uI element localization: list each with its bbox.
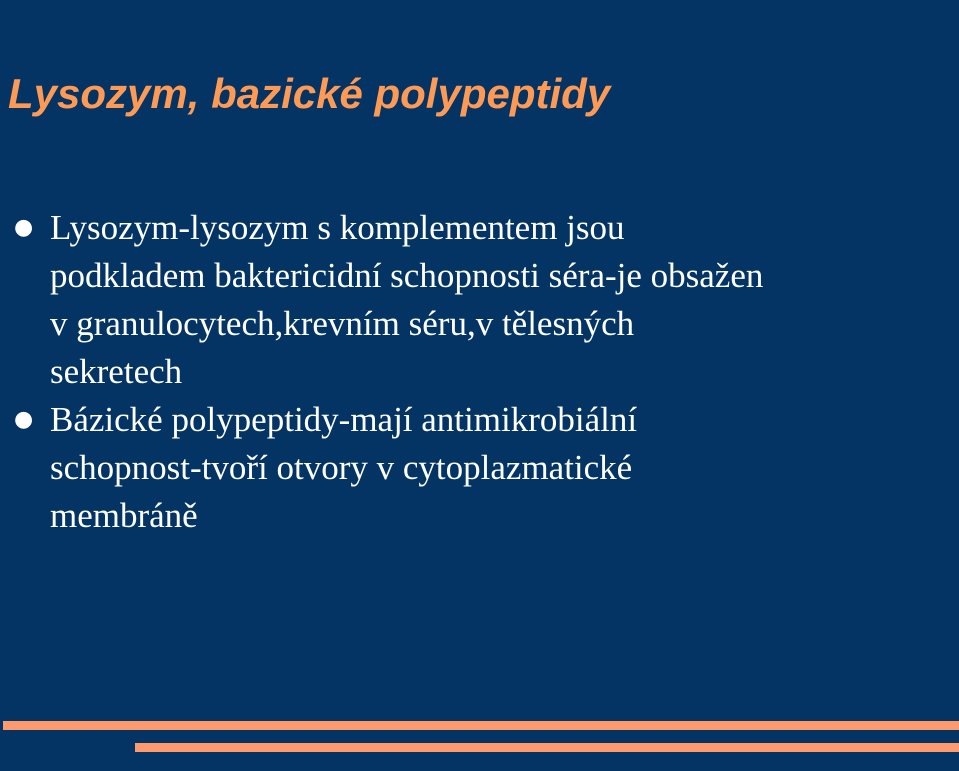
bullet-text-line: Bázické polypeptidy-mají antimikrobiální [50, 400, 638, 439]
bullet-list [0, 204, 940, 540]
bullet-text-line: Lysozym-lysozym s komplementem jsou [50, 208, 625, 247]
bullet-text-line: podkladem baktericidní schopnosti séra-je obsažen [50, 256, 764, 295]
bullet-dot-icon: ● [14, 407, 34, 432]
bullet-dot-icon: ● [14, 215, 34, 240]
bullet-text-line: schopnost-tvoří otvory v cytoplazmatické [50, 448, 633, 487]
decorative-bar-top [3, 721, 959, 730]
bullet-text-line: v granulocytech,krevním séru,v tělesných [50, 304, 635, 343]
bullet-text-line: sekretech [50, 352, 183, 391]
decorative-bar-bottom [135, 743, 959, 752]
bullet-item-lysozym [0, 204, 940, 396]
bullet-text-line: membráně [50, 496, 198, 535]
bullet-item-polypeptidy [0, 396, 940, 540]
slide-title: Lysozym, bazické polypeptidy [8, 70, 611, 117]
